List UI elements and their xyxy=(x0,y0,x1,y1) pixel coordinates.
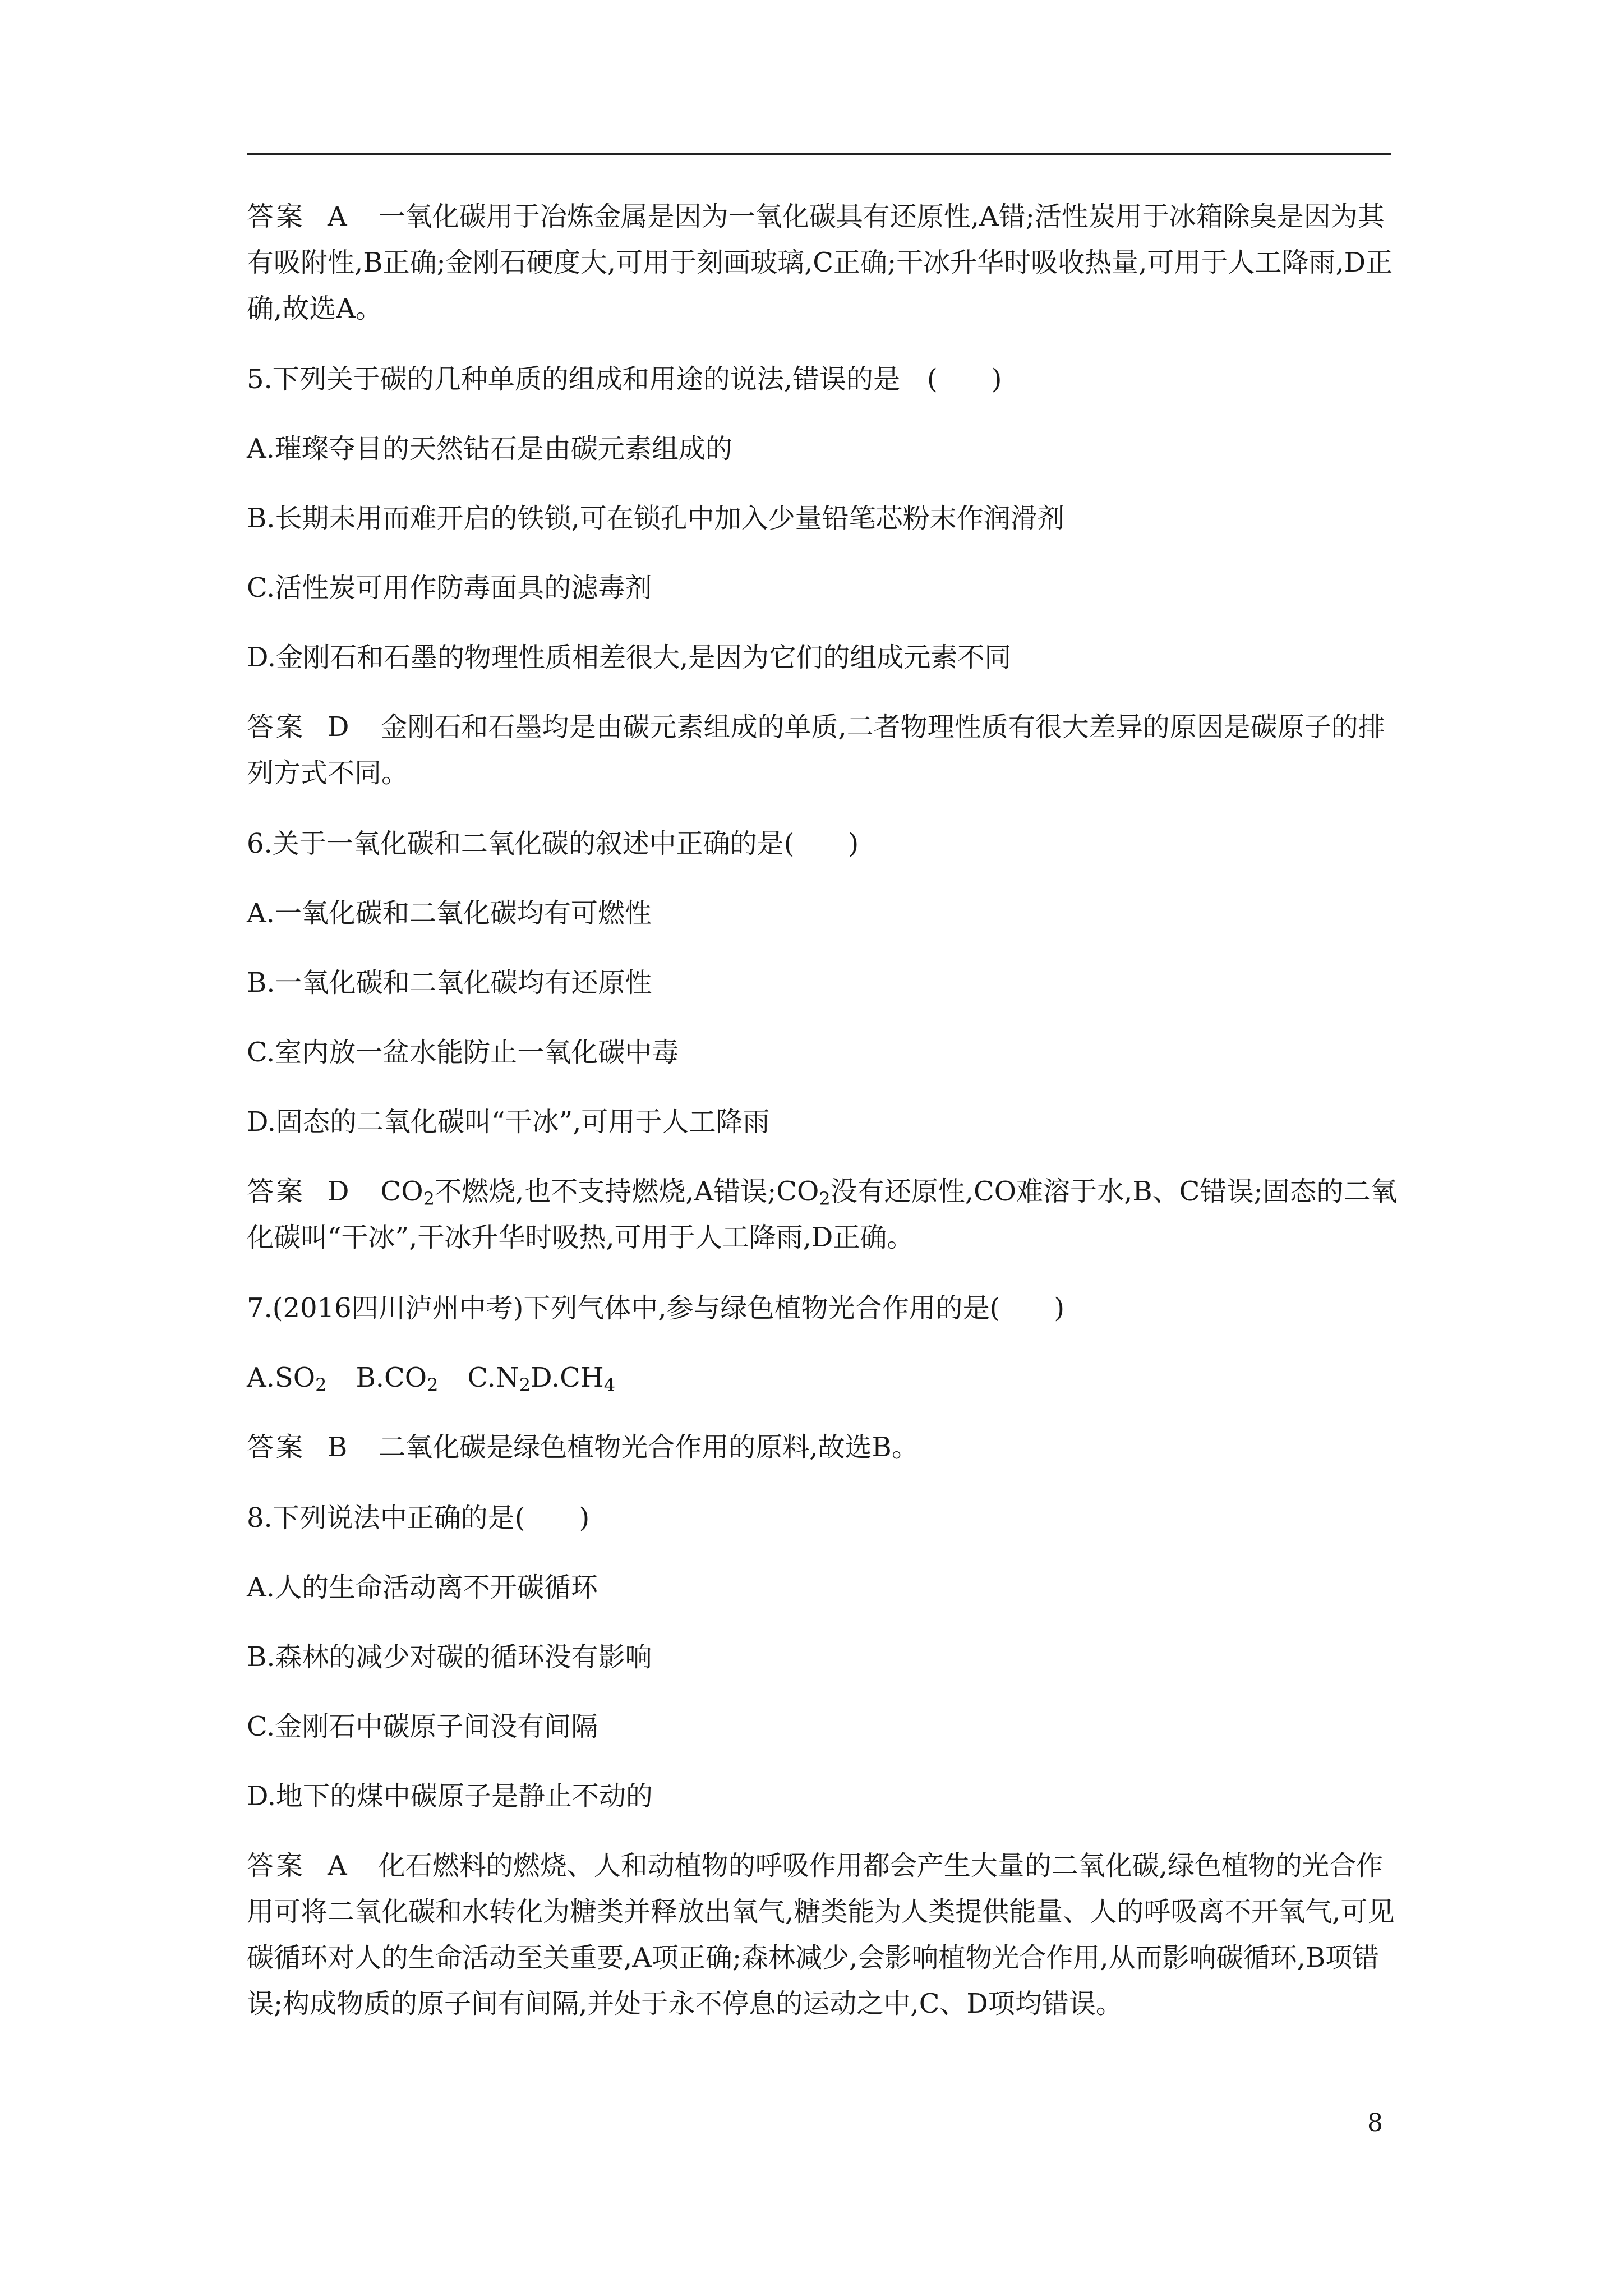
co2-formula: $CO_2$ xyxy=(380,1176,435,1209)
q8-answer xyxy=(247,1843,1402,2027)
answer-letter: B xyxy=(328,1432,348,1463)
answer-text: 没有还原性,CO难溶于水,B、C错误;固态的二氧化碳叫“干冰”,干冰升华时吸热,可用于人工降雨,D正确。 xyxy=(247,1176,1398,1253)
q6-option-c: C.室内放一盆水能防止一氧化碳中毒 xyxy=(247,1037,679,1068)
q5-stem: 5.下列关于碳的几种单质的组成和用途的说法,错误的是 ( ) xyxy=(247,364,1002,395)
q6-answer xyxy=(247,1168,1402,1260)
q8-option-c: C.金刚石中碳原子间没有间隔 xyxy=(247,1711,598,1742)
co2-formula: $CO_2$ xyxy=(776,1176,831,1209)
answer-letter: A xyxy=(328,1850,347,1881)
q5-option-b: B.长期未用而难开启的铁锁,可在锁孔中加入少量铅笔芯粉末作润滑剂 xyxy=(247,503,1064,534)
q7-option-d: $D.CH_4$ xyxy=(531,1362,616,1396)
q7-option-c: $C.N_2$ xyxy=(467,1362,531,1396)
q6-stem: 6.关于一氧化碳和二氧化碳的叙述中正确的是( ) xyxy=(247,828,859,859)
answer-label: 答案 xyxy=(247,1176,306,1207)
q5-option-a: A.璀璨夺目的天然钻石是由碳元素组成的 xyxy=(247,433,732,464)
q7-option-a: $A.SO_2$ xyxy=(247,1362,327,1396)
answer-letter: D xyxy=(328,711,349,743)
page-content xyxy=(247,194,1402,2027)
q4-answer xyxy=(247,194,1402,332)
q8-stem: 8.下列说法中正确的是( ) xyxy=(247,1502,590,1534)
q8-option-d: D.地下的煤中碳原子是静止不动的 xyxy=(247,1780,653,1812)
q7-option-b: $B.CO_2$ xyxy=(356,1362,439,1396)
page-number: 8 xyxy=(1367,2109,1383,2137)
q5-option-d: D.金刚石和石墨的物理性质相差很大,是因为它们的组成元素不同 xyxy=(247,642,1012,673)
answer-text: 金刚石和石墨均是由碳元素组成的单质,二者物理性质有很大差异的原因是碳原子的排列方式不同。 xyxy=(247,711,1385,789)
q8-option-b: B.森林的减少对碳的循环没有影响 xyxy=(247,1641,652,1673)
q7-stem: 7.(2016四川泸州中考)下列气体中,参与绿色植物光合作用的是( ) xyxy=(247,1292,1065,1324)
answer-text: 不燃烧,也不支持燃烧,A错误; xyxy=(434,1176,777,1207)
q6-option-d: D.固态的二氧化碳叫“干冰”,可用于人工降雨 xyxy=(247,1106,770,1138)
q6-option-b: B.一氧化碳和二氧化碳均有还原性 xyxy=(247,967,652,999)
q5-option-c: C.活性炭可用作防毒面具的滤毒剂 xyxy=(247,572,652,604)
answer-text: 一氧化碳用于冶炼金属是因为一氧化碳具有还原性,A错;活性炭用于冰箱除臭是因为其有吸附性,B正确;金刚石硬度大,可用于刻画玻璃,C正确;干冰升华时吸收热量,可用于人工降雨,D正确,故选A。 xyxy=(247,201,1393,324)
answer-label: 答案 xyxy=(247,201,306,232)
answer-letter: D xyxy=(328,1176,349,1207)
q6-option-a: A.一氧化碳和二氧化碳均有可燃性 xyxy=(247,898,652,929)
q7-options xyxy=(247,1355,1402,1401)
q7-answer xyxy=(247,1424,1402,1470)
answer-label: 答案 xyxy=(247,1432,306,1463)
answer-label: 答案 xyxy=(247,1850,306,1881)
answer-label: 答案 xyxy=(247,711,306,743)
answer-text: 化石燃料的燃烧、人和动植物的呼吸作用都会产生大量的二氧化碳,绿色植物的光合作用可将二氧化碳和水转化为糖类并释放出氧气,糖类能为人类提供能量、人的呼吸离不开氧气,可见碳循环对人的生命活动至关重要,A项正确;森林减少,会影响植物光合作用,从而影响碳循环,B项错误;构成物质的原子间有间隔,并处于永不停息的运动之中,C、D项均错误。 xyxy=(247,1850,1395,2019)
q5-answer xyxy=(247,704,1402,796)
answer-letter: A xyxy=(328,201,347,232)
answer-text: 二氧化碳是绿色植物光合作用的原料,故选B。 xyxy=(379,1432,919,1463)
header-rule xyxy=(247,153,1391,155)
q8-option-a: A.人的生命活动离不开碳循环 xyxy=(247,1572,598,1603)
